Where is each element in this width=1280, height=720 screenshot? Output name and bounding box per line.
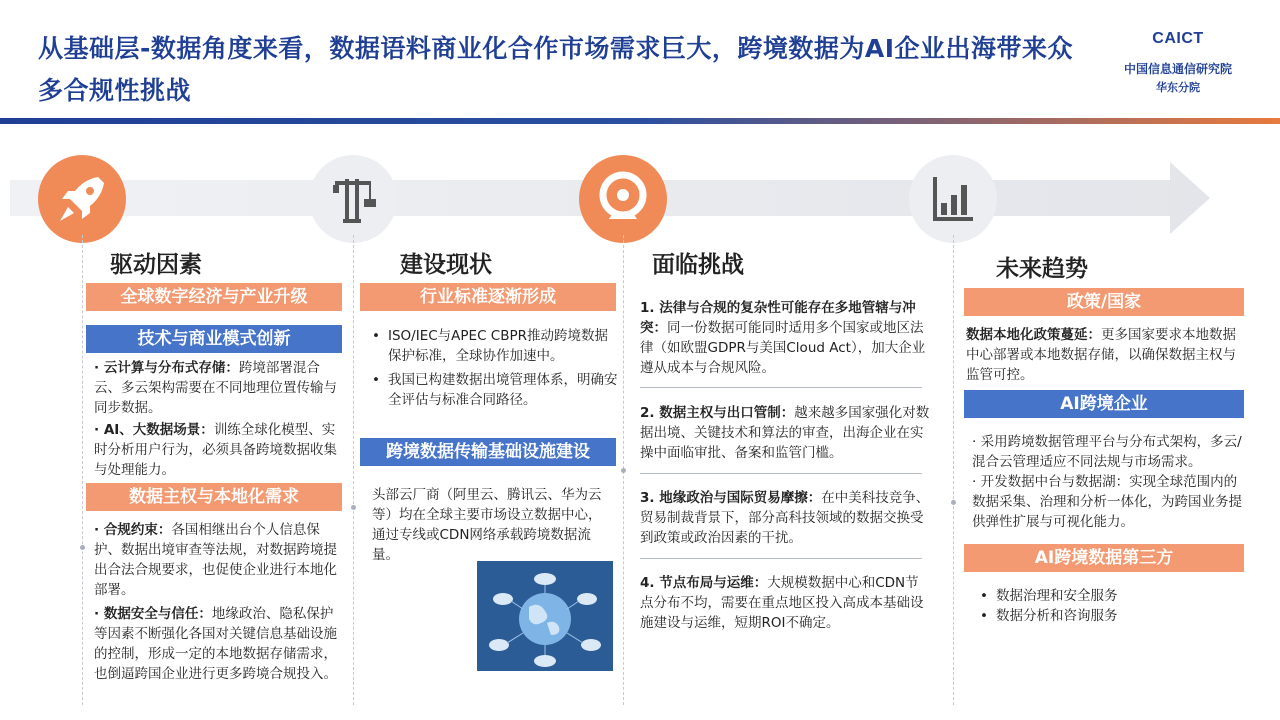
col3-challenge-sovereignty-title: 2. 数据主权与出口管制：: [640, 405, 795, 421]
col1-item-cloud-title: · 云计算与分布式存储：: [94, 360, 239, 376]
col3-challenge-geopolitics: [640, 488, 930, 548]
col3-separator-1: [640, 387, 922, 388]
header-divider: [0, 118, 1280, 124]
col2-bar-infrastructure: 跨境数据传输基础设施建设: [360, 438, 616, 466]
col3-heading: 面临挑战: [652, 252, 744, 278]
col3-challenge-nodes: [640, 573, 930, 633]
col3-challenge-law-text: 同一份数据可能同时适用多个国家或地区法律（如欧盟GDPR与美国Cloud Act），加大企业遵从成本与合规风险。: [640, 320, 926, 376]
col4-dashed-line: [953, 235, 954, 705]
col3-challenge-geopolitics-title: 3. 地缘政治与国际贸易摩擦：: [640, 490, 822, 506]
col4-heading: 未来趋势: [996, 256, 1088, 282]
col3-challenge-law: [640, 298, 930, 378]
webcam-icon: [579, 155, 667, 243]
col1-dashed-line: [82, 235, 83, 705]
col1-bar-economy: 全球数字经济与产业升级: [86, 283, 342, 311]
col1-item-ai-text: 训练全球化模型、实时分析用户行为，必须具备跨境数据收集与处理能力。: [94, 422, 337, 478]
col3-challenge-law-title: 1. 法律与合规的复杂性可能存在多地管辖与冲突：: [640, 300, 916, 336]
col1-item-security: [94, 604, 342, 684]
col2-dashed-line: [353, 235, 354, 705]
col4-policy-body: 更多国家要求本地数据中心部署或本地数据存储，以确保数据主权与监管可控。: [966, 327, 1236, 383]
webcam-icon-circle: [579, 155, 667, 243]
col1-item-ai: [94, 420, 342, 480]
col1-bar-innovation: 技术与商业模式创新: [86, 325, 342, 353]
col4-bar-third-party: AI跨境数据第三方: [964, 544, 1244, 572]
col4-bullet-analytics: • 数据分析和咨询服务: [976, 606, 1236, 626]
col4-third-party-list: [976, 586, 1236, 630]
col3-challenge-nodes-text: 大规模数据中心和CDN节点分布不均，需要在重点地区投入高成本基础设施建设与运维，短期ROI不确定。: [640, 575, 924, 631]
logo-brand: CAICT: [1152, 30, 1204, 47]
col4-dot: [951, 500, 956, 505]
logo-line2: 华东分院: [1156, 81, 1200, 94]
col3-challenge-sovereignty: [640, 403, 930, 463]
col4-bar-policy: 政策/国家: [964, 288, 1244, 316]
rocket-icon-circle: [38, 155, 126, 243]
col2-cloud-paragraph: 头部云厂商（阿里云、腾讯云、华为云等）均在全球主要市场设立数据中心，通过专线或CDN网络承载跨境数据流量。: [372, 487, 602, 563]
rocket-icon: [38, 155, 126, 243]
col4-bullet-governance: • 数据治理和安全服务: [976, 586, 1236, 606]
col1-bar-sovereignty: 数据主权与本地化需求: [86, 483, 342, 511]
col3-separator-2: [640, 473, 922, 474]
col3-challenge-geopolitics-text: 在中美科技竞争、贸易制裁背景下，部分高科技领域的数据交换受到政策或政治因素的干扰。: [640, 490, 930, 546]
col1-item-cloud-text: 跨境部署混合云、多云架构需要在不同地理位置传输与同步数据。: [94, 360, 337, 416]
col2-bullet-china: • 我国已构建数据出境管理体系，明确安全评估与标准合同路径。: [368, 370, 618, 410]
col1-item-security-text: 地缘政治、隐私保护等因素不断强化各国对关键信息基础设施的控制，形成一定的本地数据存储需求，也倒逼跨国企业进行更多跨境合规投入。: [94, 606, 337, 682]
col1-item-ai-title: · AI、大数据场景：: [94, 422, 214, 438]
col1-item-compliance: [94, 520, 342, 600]
col2-bar-standards: 行业标准逐渐形成: [360, 283, 616, 311]
col4-policy-text: [966, 325, 1246, 385]
col1-item-compliance-title: · 合规约束：: [94, 522, 172, 538]
col1-dot: [80, 545, 85, 550]
col3-separator-3: [640, 558, 922, 559]
col3-challenge-sovereignty-text: 越来越多国家强化对数据出境、关键技术和算法的审查，出海企业在实操中面临审批、备案和监管门槛。: [640, 405, 930, 461]
col4-enterprise-item1: · 采用跨境数据管理平台与分布式架构，多云/混合云管理适应不同法规与市场需求。: [972, 434, 1242, 470]
caict-logo: [1108, 30, 1248, 110]
logo-line1: 中国信息通信研究院: [1123, 62, 1232, 76]
col2-dot: [351, 505, 356, 510]
col1-item-compliance-text: 各国相继出台个人信息保护、数据出境审查等法规，对数据跨境提出合法合规要求，也促使企业进行本地化部署。: [94, 522, 337, 598]
crane-icon: [309, 155, 397, 243]
page-title: 从基础层-数据角度来看，数据语料商业化合作市场需求巨大，跨境数据为AI企业出海带来众多合规性挑战: [38, 34, 1074, 105]
col2-heading: 建设现状: [400, 252, 492, 278]
col1-heading: 驱动因素: [110, 252, 202, 278]
col3-challenge-nodes-title: 4. 节点布局与运维：: [640, 575, 768, 591]
col3-dot: [621, 468, 626, 473]
col4-bar-enterprise: AI跨境企业: [964, 390, 1244, 418]
col2-bullet-iso: • ISO/IEC与APEC CBPR推动跨境数据保护标准，全球协作加速中。: [368, 326, 618, 366]
col4-enterprise-item2: · 开发数据中台与数据湖：实现全球范围内的数据采集、治理和分析一体化，为跨国业务提供弹性扩展与可视化能力。: [972, 474, 1242, 530]
col1-item-security-title: · 数据安全与信任：: [94, 606, 212, 622]
cloud-network-image: [477, 561, 613, 671]
col2-standards-list: [368, 326, 618, 414]
bar-chart-icon: [909, 155, 997, 243]
col4-policy-title: 数据本地化政策蔓延：: [966, 327, 1101, 343]
col1-item-cloud: [94, 358, 342, 418]
crane-icon-circle: [309, 155, 397, 243]
bar-chart-icon-circle: [909, 155, 997, 243]
